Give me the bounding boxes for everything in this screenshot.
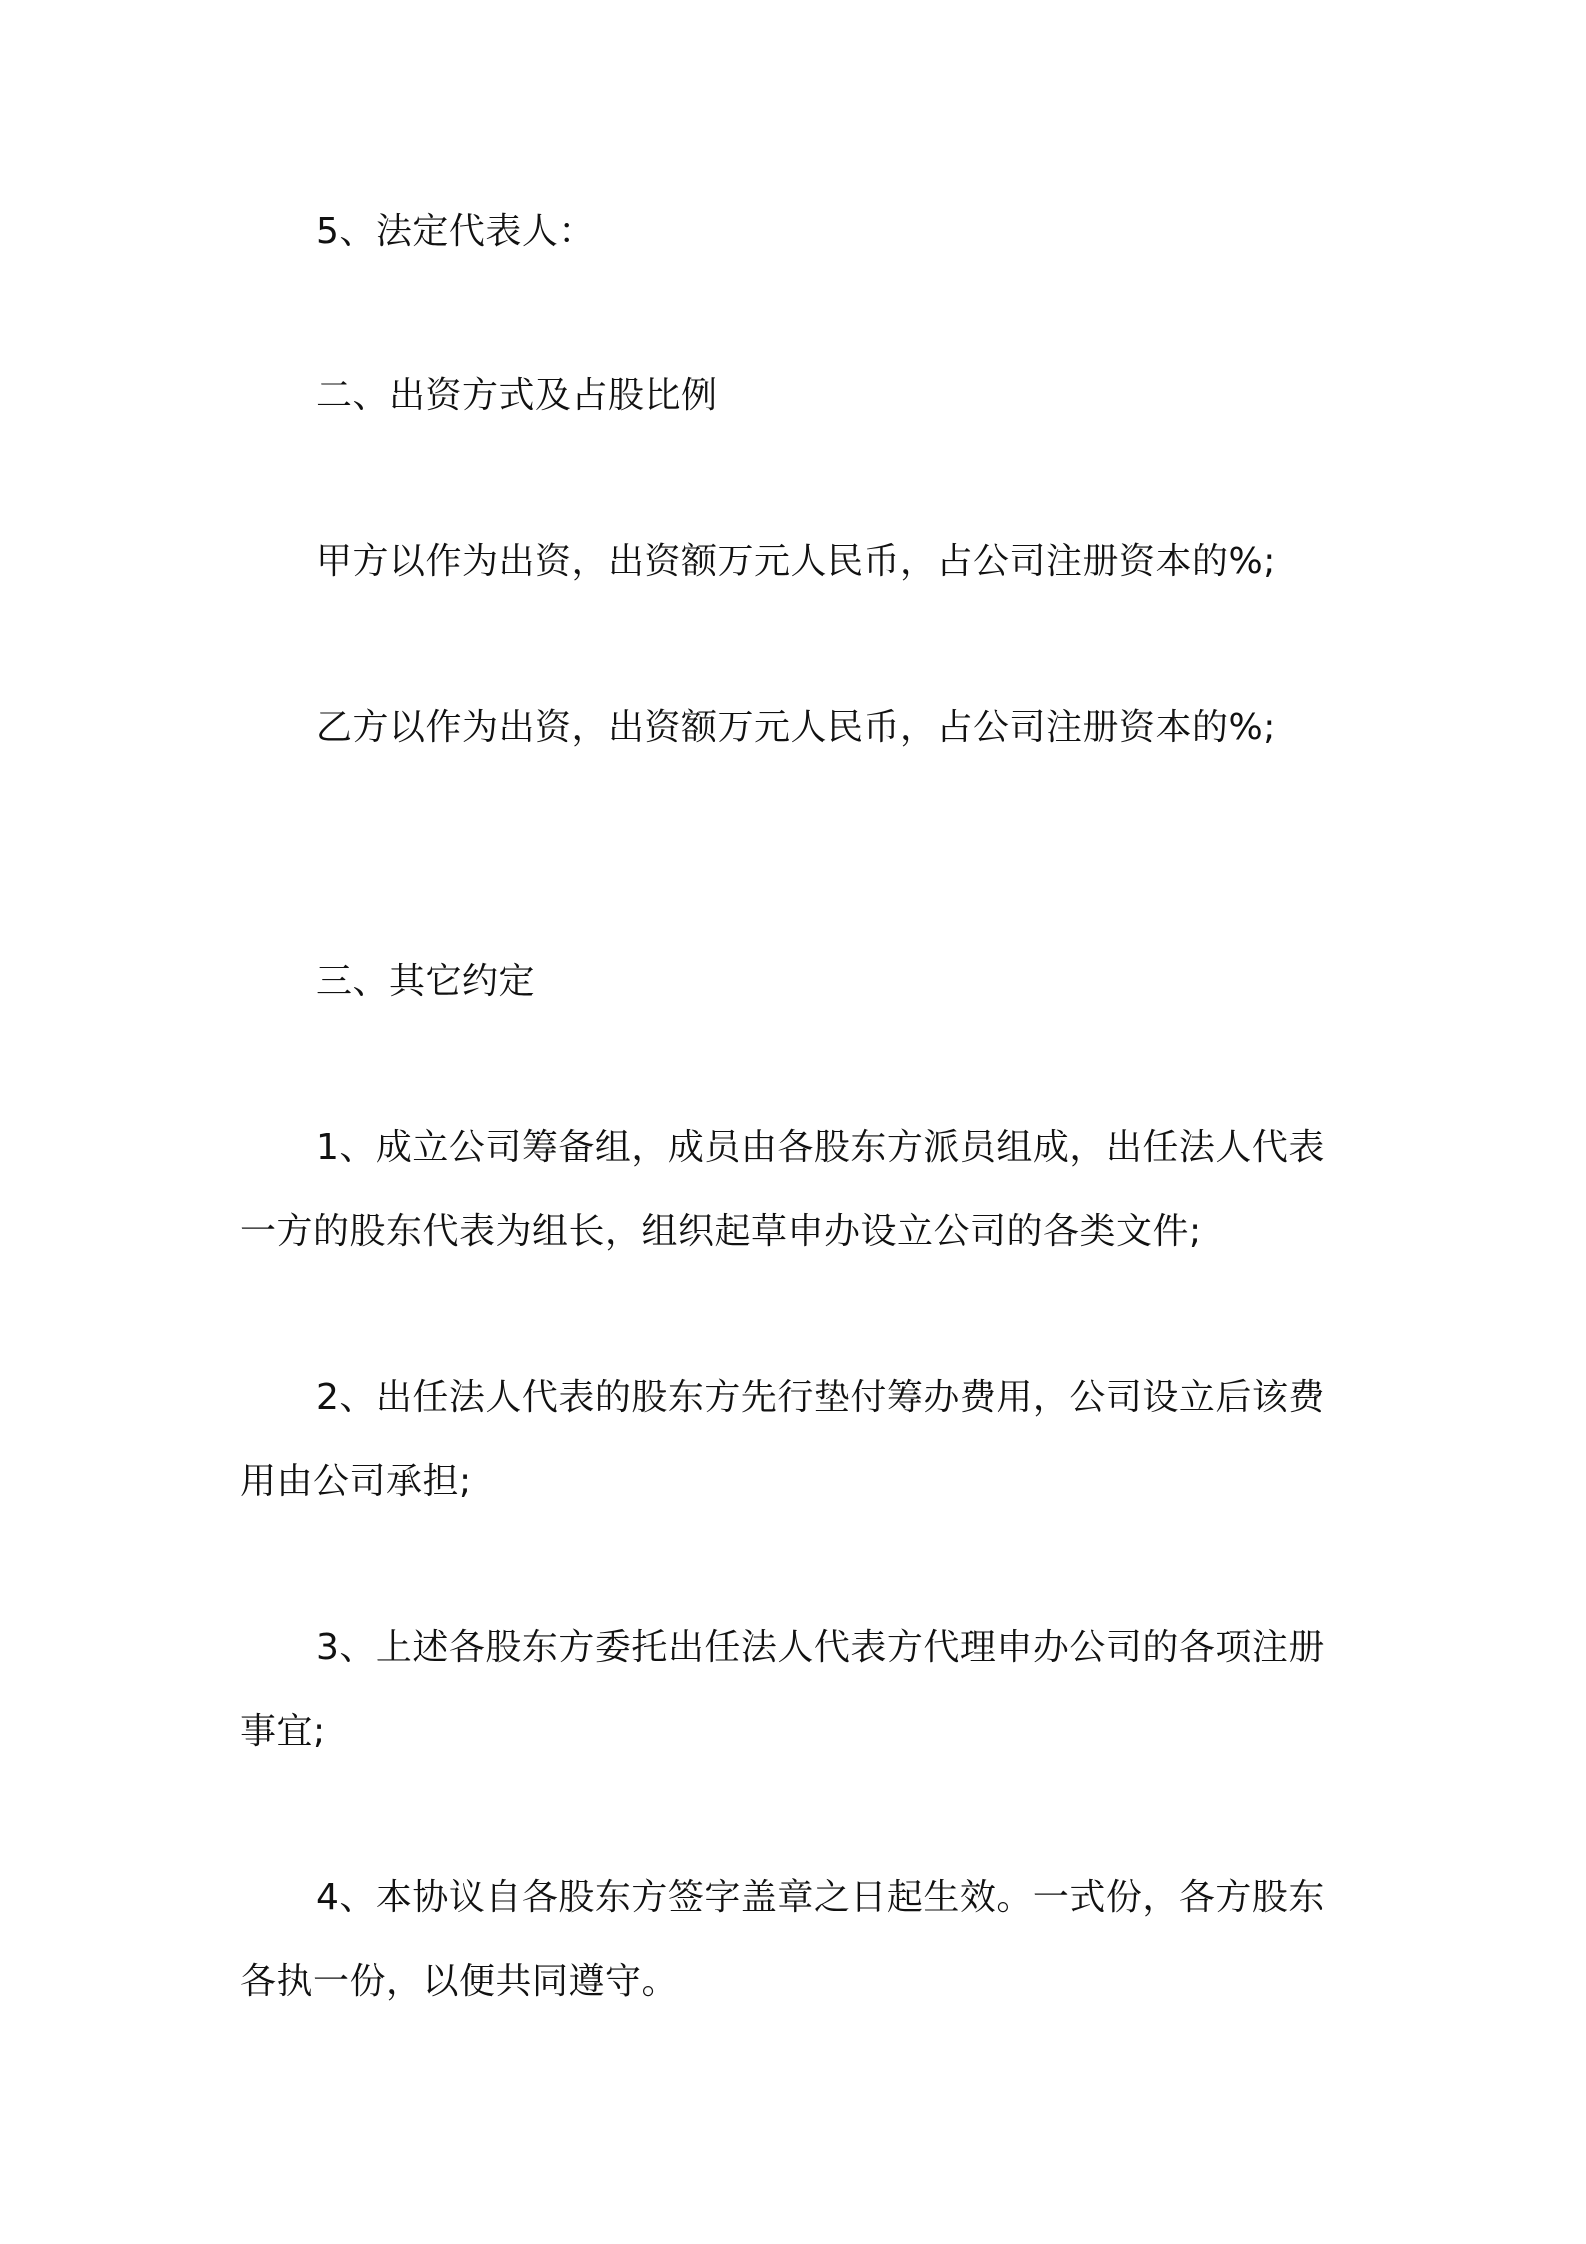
clause-3: 3、上述各股东方委托出任法人代表方代理申办公司的各项注册事宜; bbox=[240, 1627, 1325, 1752]
clause-4: 4、本协议自各股东方签字盖章之日起生效。一式份，各方股东各执一份，以便共同遵守。 bbox=[240, 1877, 1325, 2002]
item-legal-representative: 5、法定代表人： bbox=[316, 211, 595, 252]
clause-2: 2、出任法人代表的股东方先行垫付筹办费用，公司设立后该费用由公司承担; bbox=[240, 1377, 1325, 1502]
section-heading-other-agreements: 三、其它约定 bbox=[316, 961, 536, 1002]
party-b-contribution: 乙方以作为出资，出资额万元人民币，占公司注册资本的%; bbox=[316, 707, 1276, 748]
clause-1: 1、成立公司筹备组，成员由各股东方派员组成，出任法人代表一方的股东代表为组长，组织起草申办设立公司的各类文件; bbox=[240, 1127, 1325, 1252]
party-a-contribution: 甲方以作为出资，出资额万元人民币，占公司注册资本的%; bbox=[316, 541, 1276, 582]
section-heading-contribution: 二、出资方式及占股比例 bbox=[316, 375, 718, 416]
